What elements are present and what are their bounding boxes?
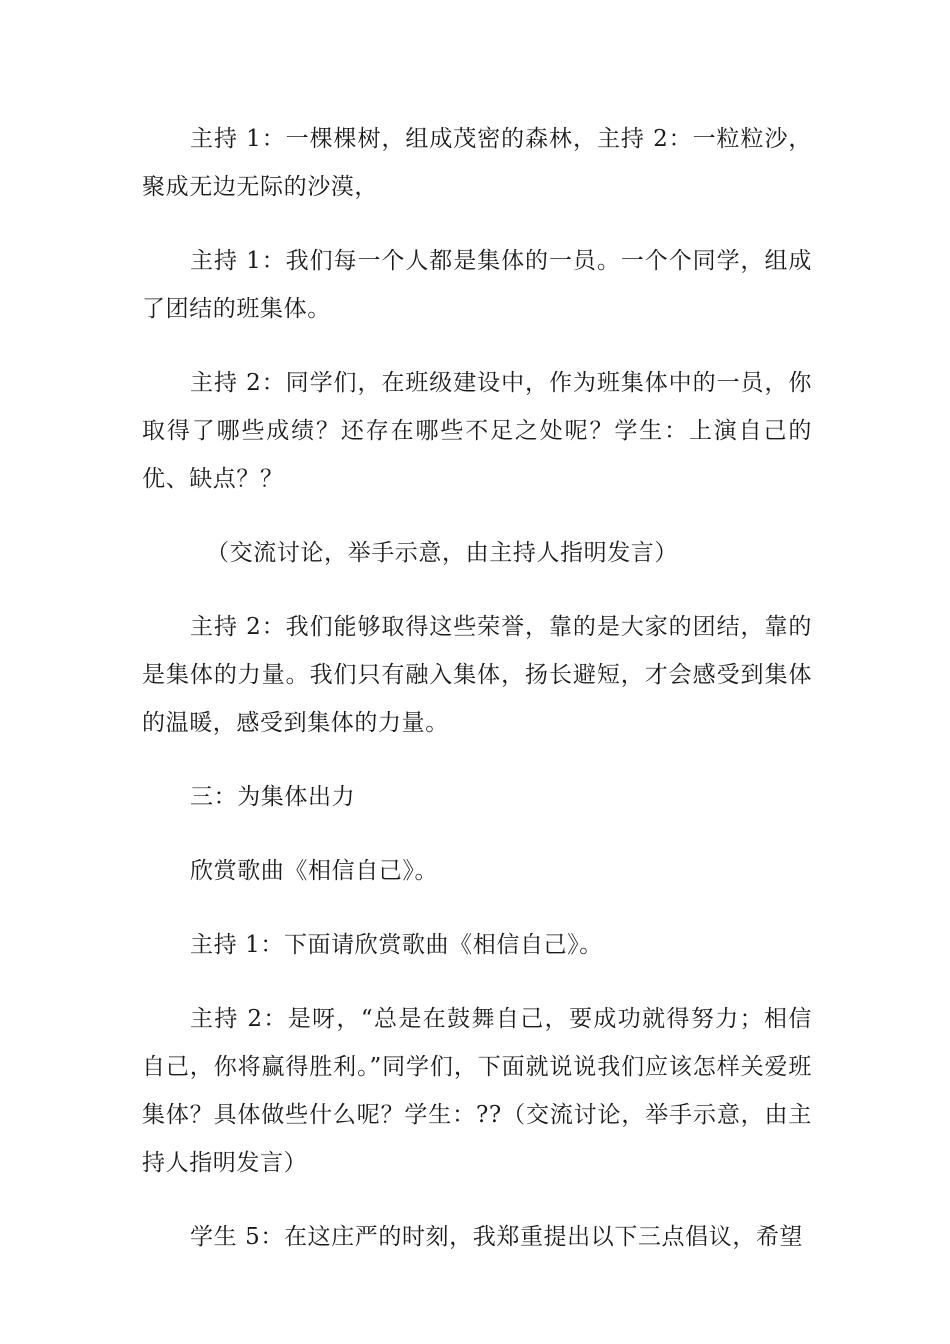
section-heading-contribute: 三：为集体出力: [190, 784, 356, 810]
paragraph-host2-believe: 主持 2：是呀，“总是在鼓舞自己，要成功就得努力；相信自己，你将赢得胜利。”同学们，下面就说说我们应该怎样关爱班集体？具体做些什么呢？学生：??（交流讨论，举手示意，由主持人指明发言）: [142, 1006, 812, 1176]
paragraph-host1-collective: 主持 1：我们每一个人都是集体的一员。一个个同学，组成了团结的班集体。: [142, 248, 812, 322]
paragraph-host1-song: 主持 1：下面请欣赏歌曲《相信自己》。: [190, 932, 603, 958]
paragraph-discussion-note: （交流讨论，举手示意，由主持人指明发言）: [206, 540, 678, 566]
paragraph-host1-forest: 主持 1：一棵棵树，组成茂密的森林，主持 2：一粒粒沙，聚成无边无际的沙漠，: [142, 126, 812, 200]
document-body: [142, 115, 812, 1287]
paragraph-host2-honors: 主持 2：我们能够取得这些荣誉，靠的是大家的团结，靠的是集体的力量。我们只有融入集体，扬长避短，才会感受到集体的温暖，感受到集体的力量。: [142, 614, 812, 736]
paragraph-song-appreciation: 欣赏歌曲《相信自己》。: [190, 858, 439, 884]
paragraph-student5-proposal: 学生 5：在这庄严的时刻，我郑重提出以下三点倡议，希望: [190, 1224, 804, 1250]
paragraph-host2-achievements: 主持 2：同学们，在班级建设中，作为班集体中的一员，你取得了哪些成绩？还存在哪些不足之处呢？学生：上演自己的优、缺点？？: [142, 370, 812, 492]
